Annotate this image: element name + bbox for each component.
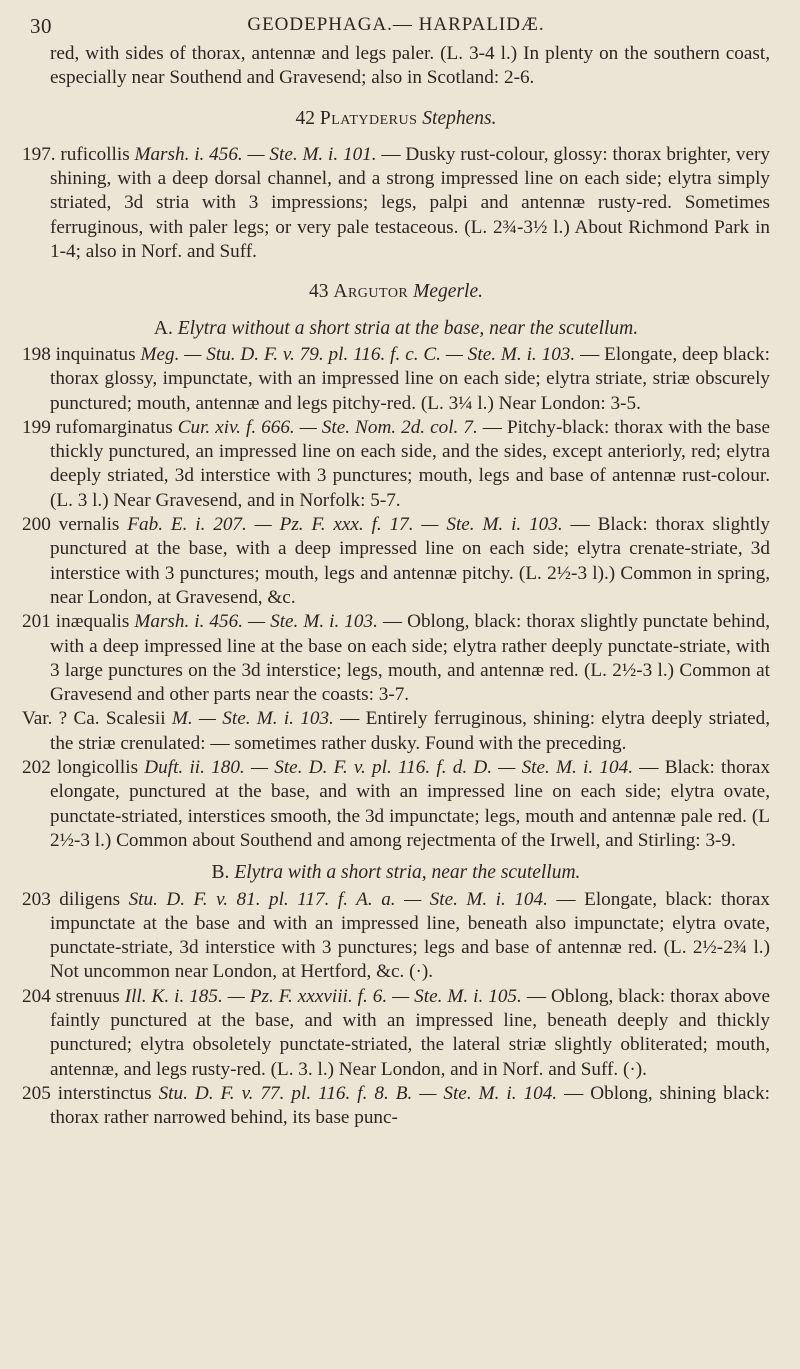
body-text xyxy=(22,42,770,1130)
species-citation: Cur. xiv. f. 666. — Ste. Nom. 2d. col. 7. xyxy=(177,416,478,438)
species-entry-200 xyxy=(22,513,770,610)
section-letter: B. xyxy=(211,862,230,884)
genus-author: Stephens. xyxy=(422,107,497,129)
variety-name: Ca. Scalesii xyxy=(73,708,166,730)
species-name: rufomarginatus xyxy=(55,416,173,438)
species-number: 199 xyxy=(22,416,51,438)
species-name: interstinctus xyxy=(57,1082,152,1104)
species-description: — Black: thorax slightly punctured at the base, with a deep impressed line on each side; elytra crenate-striate, 3d interstice with 3 punctures; mouth, legs and antennæ pitchy. (L. 2½-3 l).) Common in spring, near London, at Gravesend, &c. xyxy=(50,514,771,608)
species-name: vernalis xyxy=(58,514,120,536)
variety-entry xyxy=(22,707,770,756)
species-name: inæqualis xyxy=(55,611,130,633)
running-title: GEODEPHAGA.— HARPALIDÆ. xyxy=(247,14,545,35)
species-name: ruficollis xyxy=(60,143,130,165)
species-number: 201 xyxy=(22,611,51,633)
species-citation: Stu. D. F. v. 81. pl. 117. f. A. a. — Ste. M. i. 104. xyxy=(128,888,548,910)
species-number: 202 xyxy=(22,757,51,779)
species-number: 204 xyxy=(22,985,51,1007)
variety-description: — Entirely ferruginous, shining: elytra deeply striated, the striæ crenulated: — sometimes rather dusky. Found with the preceding. xyxy=(50,708,771,754)
section-text: Elytra with a short stria, near the scutellum. xyxy=(234,862,581,884)
species-name: longicollis xyxy=(57,757,139,779)
section-heading-b xyxy=(22,861,770,885)
species-entry-202 xyxy=(22,756,770,853)
species-citation: Marsh. i. 456. — Ste. M. i. 101. xyxy=(134,143,377,165)
species-entry-205 xyxy=(22,1082,770,1131)
intro-continuation: red, with sides of thorax, antennæ and legs paler. (L. 3-4 l.) In plenty on the southern coast, especially near Southend and Gravesend; also in Scotland: 2-6. xyxy=(50,43,770,89)
species-entry-201 xyxy=(22,610,770,707)
genus-number: 43 xyxy=(309,281,329,303)
species-number: 198 xyxy=(22,343,51,365)
section-heading-a xyxy=(22,317,770,341)
section-text: Elytra without a short stria at the base, near the scutellum. xyxy=(177,317,639,339)
species-number: 203 xyxy=(22,888,51,910)
species-citation: Duft. ii. 180. — Ste. D. F. v. pl. 116. f. d. D. — Ste. M. i. 104. xyxy=(144,757,634,779)
species-entry-198 xyxy=(22,343,770,416)
genus-heading-42 xyxy=(22,107,770,131)
species-description: — Oblong, black: thorax above faintly punctured at the base, and with an impressed line, beneath deeply and thickly punctured; elytra obsoletely punctate-striated, the lateral striæ slightly obliterated; mouth, antennæ, and legs rusty-red. (L. 3. l.) Near London, and in Norf. and Suff. (·). xyxy=(50,985,770,1080)
genus-author: Megerle. xyxy=(413,281,483,303)
species-citation: Stu. D. F. v. 77. pl. 116. f. 8. B. — Ste. M. i. 104. xyxy=(158,1082,558,1104)
running-head xyxy=(22,4,770,42)
species-entry-197 xyxy=(22,143,770,264)
species-number: 205 xyxy=(22,1082,51,1104)
species-description: — Oblong, black: thorax slightly punctate behind, with a deep impressed line at the base on each side; elytra rather deeply punctate-striate, with 3 large punctures on the 3d interstice; legs, mouth, and antennæ red. (L. 2½-3 l.) Common at Gravesend and other parts near the coasts: 3-7. xyxy=(50,611,771,706)
section-letter: A. xyxy=(153,317,173,339)
species-entry-204 xyxy=(22,985,770,1082)
species-entry-203 xyxy=(22,888,770,985)
species-number: 200 xyxy=(22,514,51,536)
species-description: — Black: thorax elongate, punctured at the base, and with an impressed line on each side; elytra ovate, punctate-striated, interstices smooth, the 3d impunctate; legs, mouth and antennæ pale red. (L 2½-3 l.) Common about Southend and among rejectmenta of the Irwell, and Stirling: 3-9. xyxy=(50,757,771,851)
genus-name: Argutor xyxy=(333,281,409,303)
species-description: — Dusky rust-colour, glossy: thorax brighter, very shining, with a deep dorsal channel, and a strong impressed line on each side; elytra simply striated, 3d stria with 3 impressions; legs, palpi and antennæ rusty-red. Sometimes ferruginous, with paler legs; or very pale testaceous. (L. 2¾-3½ l.) About Richmond Park in 1-4; also in Norf. and Suff. xyxy=(50,143,771,263)
species-citation: Ill. K. i. 185. — Pz. F. xxxviii. f. 6. — Ste. M. i. 105. xyxy=(124,985,522,1007)
species-entry-199 xyxy=(22,416,770,513)
variety-citation: M. — Ste. M. i. 103. xyxy=(171,708,334,730)
genus-heading-43 xyxy=(22,280,770,304)
species-citation: Meg. — Stu. D. F. v. 79. pl. 116. f. c. C. — Ste. M. i. 103. xyxy=(140,343,576,365)
species-citation: Marsh. i. 456. — Ste. M. i. 103. xyxy=(134,611,378,633)
species-citation: Fab. E. i. 207. — Pz. F. xxx. f. 17. — Ste. M. i. 103. xyxy=(127,514,563,536)
genus-number: 42 xyxy=(295,107,316,129)
species-name: inquinatus xyxy=(55,343,136,365)
species-description: — Oblong, shining black: thorax rather narrowed behind, its base punc- xyxy=(50,1082,771,1129)
genus-name: Platyderus xyxy=(319,107,418,129)
species-description: — Pitchy-black: thorax with the base thickly punctured, an impressed line on each side, and the sides, except anteriorly, red; elytra deeply striated, 3d interstice with 3 punctures; mouth, legs and base of antennæ rust-colour. (L. 3 l.) Near Gravesend, and in Norfolk: 5-7. xyxy=(50,416,770,511)
species-description: — Elongate, deep black: thorax glossy, impunctate, with an impressed line on each side; elytra striate, striæ obscurely punctured; mouth, antennæ and legs pitchy-red. (L. 3¼ l.) Near London: 3-5. xyxy=(50,343,771,414)
variety-label: Var. ? xyxy=(22,708,68,730)
species-number: 197. xyxy=(22,143,56,165)
species-name: diligens xyxy=(59,888,121,910)
page-number: 30 xyxy=(30,14,52,38)
species-description: — Elongate, black: thorax impunctate at the base and with an impressed line, beneath also impunctate; elytra ovate, punctate-striate, 3d interstice with 3 punctures; legs and base of antennæ red. (L. 2½-2¾ l.) Not uncommon near London, at Hertford, &c. (·). xyxy=(50,888,771,983)
species-name: strenuus xyxy=(55,985,120,1007)
